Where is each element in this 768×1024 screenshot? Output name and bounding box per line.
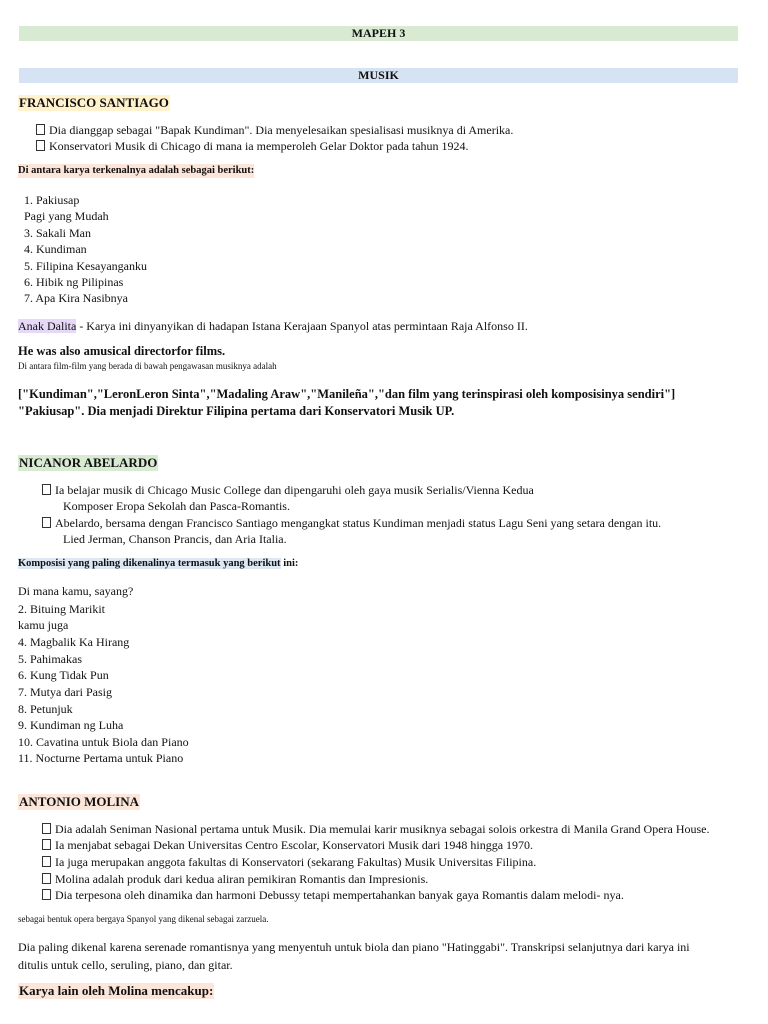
- checkbox-icon: [42, 839, 51, 850]
- director-line: He was also amusical directorfor films.: [18, 344, 226, 358]
- abelardo-work-item: 9. Kundiman ng Luha: [18, 718, 124, 732]
- films-intro: Di antara film-film yang berada di bawah pengawasan musiknya adalah: [18, 361, 277, 371]
- molina-bullet-4: Molina adalah produk dari kedua aliran pemikiran Romantis dan Impresionis.: [42, 871, 428, 887]
- abelardo-work-item: Di mana kamu, sayang?: [18, 584, 134, 598]
- santiago-work-item: 5. Filipina Kesayanganku: [24, 259, 147, 273]
- abelardo-work-item: 7. Mutya dari Pasig: [18, 685, 112, 699]
- molina-bullet-5: Dia terpesona oleh dinamika dan harmoni Debussy tetapi mempertahankan banyak gaya Romantis dalam melodi- nya.: [42, 887, 624, 903]
- director-sentence: "Pakiusap". Dia menjadi Direktur Filipina pertama dari Konservatori Musik UP.: [18, 404, 455, 418]
- abelardo-bullet-2-cont: Lied Jerman, Chanson Prancis, dan Aria Italia.: [63, 532, 287, 546]
- santiago-works-heading: Di antara karya terkenalnya adalah sebagai berikut:: [18, 165, 255, 176]
- abelardo-work-item: 10. Cavatina untuk Biola dan Piano: [18, 735, 189, 749]
- abelardo-work-item: 2. Bituing Marikit: [18, 602, 105, 616]
- checkbox-icon: [42, 856, 51, 867]
- section-title-bar: MUSIK: [19, 68, 738, 83]
- zarzuela-note: sebagai bentuk opera bergaya Spanyol yang dikenal sebagai zarzuela.: [18, 914, 269, 924]
- checkbox-icon: [36, 124, 45, 135]
- santiago-work-item: 1. Pakiusap: [24, 193, 80, 207]
- santiago-bullet-1: Dia dianggap sebagai "Bapak Kundiman". Dia menyelesaikan spesialisasi musiknya di Amerika.: [36, 122, 513, 138]
- abelardo-bullet-1-cont: Komposer Eropa Sekolah dan Pasca-Romantis.: [63, 499, 290, 513]
- abelardo-work-item: 11. Nocturne Pertama untuk Piano: [18, 751, 184, 765]
- checkbox-icon: [36, 140, 45, 151]
- checkbox-icon: [42, 823, 51, 834]
- molina-paragraph-line-1: Dia paling dikenal karena serenade romantisnya yang menyentuh untuk biola dan piano "Hatinggabi". Transkripsi selanjutnya dari karya ini: [18, 940, 690, 954]
- molina-bullet-3: Ia juga merupakan anggota fakultas di Konservatori (sekarang Fakultas) Musik Universitas Filipina.: [42, 854, 536, 870]
- molina-bullet-2: Ia menjabat sebagai Dekan Universitas Centro Escolar, Konservatori Musik dari 1948 hingga 1970.: [42, 837, 533, 853]
- santiago-heading: FRANCISCO SANTIAGO: [19, 95, 169, 110]
- santiago-work-item: 7. Apa Kira Nasibnya: [24, 291, 128, 305]
- abelardo-bullet-2: Abelardo, bersama dengan Francisco Santiago mengangkat status Kundiman menjadi status Lagu Seni yang setara dengan itu.: [42, 515, 661, 531]
- abelardo-work-item: 4. Magbalik Ka Hirang: [18, 635, 130, 649]
- santiago-work-item: 6. Hibik ng Pilipinas: [24, 275, 124, 289]
- anak-dalita-line: Anak Dalita - Karya ini dinyanyikan di hadapan Istana Kerajaan Spanyol atas permintaan Raja Alfonso II.: [18, 319, 528, 333]
- anak-dalita-term: Anak Dalita: [18, 319, 77, 333]
- checkbox-icon: [42, 517, 51, 528]
- santiago-work-item: Pagi yang Mudah: [24, 209, 109, 223]
- abelardo-work-item: 5. Pahimakas: [18, 652, 82, 666]
- molina-heading: ANTONIO MOLINA: [19, 794, 140, 809]
- checkbox-icon: [42, 889, 51, 900]
- abelardo-work-item: 8. Petunjuk: [18, 702, 73, 716]
- checkbox-icon: [42, 873, 51, 884]
- santiago-work-item: 3. Sakali Man: [24, 226, 91, 240]
- abelardo-work-item: kamu juga: [18, 618, 69, 632]
- abelardo-work-item: 6. Kung Tidak Pun: [18, 668, 109, 682]
- abelardo-bullet-1: Ia belajar musik di Chicago Music College dan dipengaruhi oleh gaya musik Serialis/Vienna Kedua: [42, 482, 534, 498]
- films-list: ["Kundiman","LeronLeron Sinta","Madaling Araw","Manileña","dan film yang terinspirasi oleh komposisinya sendiri"]: [18, 387, 676, 401]
- santiago-bullet-2: Konservatori Musik di Chicago di mana ia memperoleh Gelar Doktor pada tahun 1924.: [36, 138, 469, 154]
- molina-bullet-1: Dia adalah Seniman Nasional pertama untuk Musik. Dia memulai karir musiknya sebagai solois orkestra di Manila Grand Opera House.: [42, 821, 710, 837]
- molina-other-works-heading: Karya lain oleh Molina mencakup:: [19, 983, 214, 998]
- molina-paragraph-line-2: ditulis untuk cello, seruling, piano, dan gitar.: [18, 958, 233, 972]
- santiago-work-item: 4. Kundiman: [24, 242, 87, 256]
- subject-title-bar: MAPEH 3: [19, 26, 738, 41]
- abelardo-heading: NICANOR ABELARDO: [19, 455, 158, 470]
- checkbox-icon: [42, 484, 51, 495]
- abelardo-works-heading: Komposisi yang paling dikenalinya termasuk yang berikut ini:: [18, 558, 299, 569]
